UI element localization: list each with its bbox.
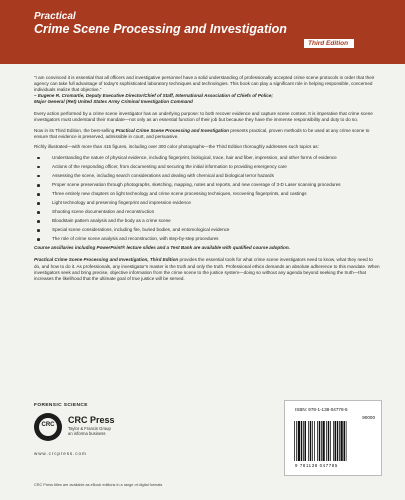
barcode-panel bbox=[284, 400, 382, 476]
edition-paragraph-pre: Now in its Third Edition, the best-selling bbox=[34, 127, 116, 133]
list-item: Light technology and preserving fingerprint and impression evidence bbox=[34, 200, 380, 206]
publisher-block bbox=[34, 413, 174, 457]
barcode-number: 9 781138 047785 bbox=[295, 463, 338, 468]
list-item: Actions of the responding officer, from documenting and securing the initial information to providing emergency care bbox=[34, 164, 380, 170]
isbn: ISBN: 978-1-138-04778-5 bbox=[295, 407, 348, 412]
publisher-name: CRC Press bbox=[68, 415, 115, 425]
publisher-subtitle: Taylor & Francis Group an informa business bbox=[68, 426, 111, 436]
title-line-1: Practical bbox=[34, 11, 76, 22]
list-item: Special scene considerations, including fire, buried bodies, and entomological evidence bbox=[34, 227, 380, 233]
list-item: Bloodstain pattern analysis and the body as a crime scene bbox=[34, 218, 380, 224]
topics-list bbox=[34, 155, 380, 242]
endorsement-quote: “I am convinced it is essential that all officers and investigative personnel have a solid understanding of professionally accepted crime scene protocols in order that their agency can take full advantage of today’s sophisticated laboratory techniques and technologies. This book can play a significant role in helping responsible, concerned individuals realize that objective.” bbox=[34, 75, 375, 93]
topics-intro: Richly illustrated—with more than 415 figures, including over 300 color photographs—the Third Edition thoroughly addresses such topics as: bbox=[34, 144, 319, 150]
book-title: Crime Scene Processing and Investigation bbox=[34, 22, 287, 36]
closing-text: provides the essential tools for what crime scene investigators need to know, what they need to do, and how to do it. As professionals, any investigator’s master is the truth and only the truth. Professional ethics demands an absolute adherence to this mandate. When investigators seek and bring precise, objective information from the crime scene to the justice system—doing so without any agenda beyond seeking the truth—that increases the likelihood that the ultimate goal of true justice will be served. bbox=[34, 257, 380, 281]
edition-paragraph bbox=[34, 128, 380, 140]
list-item: The role of crime scene analysis and reconstruction, with step-by-step procedures bbox=[34, 236, 380, 242]
description bbox=[34, 75, 380, 286]
barcode-icon bbox=[293, 421, 373, 461]
crc-logo-icon bbox=[34, 413, 62, 441]
edition-paragraph-title: Practical Crime Scene Processing and Investigation bbox=[115, 127, 229, 133]
closing-title: Practical Crime Scene Processing and Investigation, Third Edition bbox=[34, 257, 179, 263]
intro-paragraph: Every action performed by a crime scene investigator has an underlying purpose: to both recover evidence and capture scene context. It is imperative that crime scene investigators must understand their mandate—not only as an essential function of their job but because they have the immense responsibility and duty to do so. bbox=[34, 111, 373, 123]
ancillary-note: Course ancillaries including PowerPoint® lecture slides and a Test Bank are available with qualified course adoption. bbox=[34, 245, 290, 251]
edition-badge: Third Edition bbox=[304, 39, 354, 48]
edition-paragraph-post: presents practical, proven methods to be used at any crime scene to ensure that evidence is preserved, admissible in court, and persuasive. bbox=[34, 127, 370, 139]
quote-attribution-2: Major General (Ret) United States Army Criminal Investigation Command bbox=[34, 99, 193, 105]
closing-paragraph bbox=[34, 257, 380, 281]
list-item: Shooting scene documentation and reconstruction bbox=[34, 209, 380, 215]
publisher-url: www.crcpress.com bbox=[34, 451, 87, 456]
list-item: Proper scene preservation through photographs, sketching, mapping, notes and reports, and new coverage of 3-D Laser scanning procedures bbox=[34, 182, 380, 188]
price-code: 90000 bbox=[362, 415, 375, 420]
logo-text: CRC bbox=[41, 422, 55, 428]
quote-attribution-1: – Eugene R. Cromartie, Deputy Executive Director/Chief of Staff, International Association of Chiefs of Police; bbox=[34, 93, 273, 99]
list-item: Three entirely new chapters on light technology and crime scene processing techniques, recovering fingerprints, and castings bbox=[34, 191, 380, 197]
list-item: Understanding the nature of physical evidence, including fingerprint, biological, trace, hair and fiber, impression, and other forms of evidence bbox=[34, 155, 380, 161]
title-band bbox=[0, 0, 405, 64]
ebook-note: CRC Press titles are available as eBook editions in a range of digital formats bbox=[34, 483, 163, 487]
subject-category: FORENSIC SCIENCE bbox=[34, 403, 88, 408]
list-item: Assessing the scene, including search considerations and dealing with chemical and biological terror hazards bbox=[34, 173, 380, 179]
